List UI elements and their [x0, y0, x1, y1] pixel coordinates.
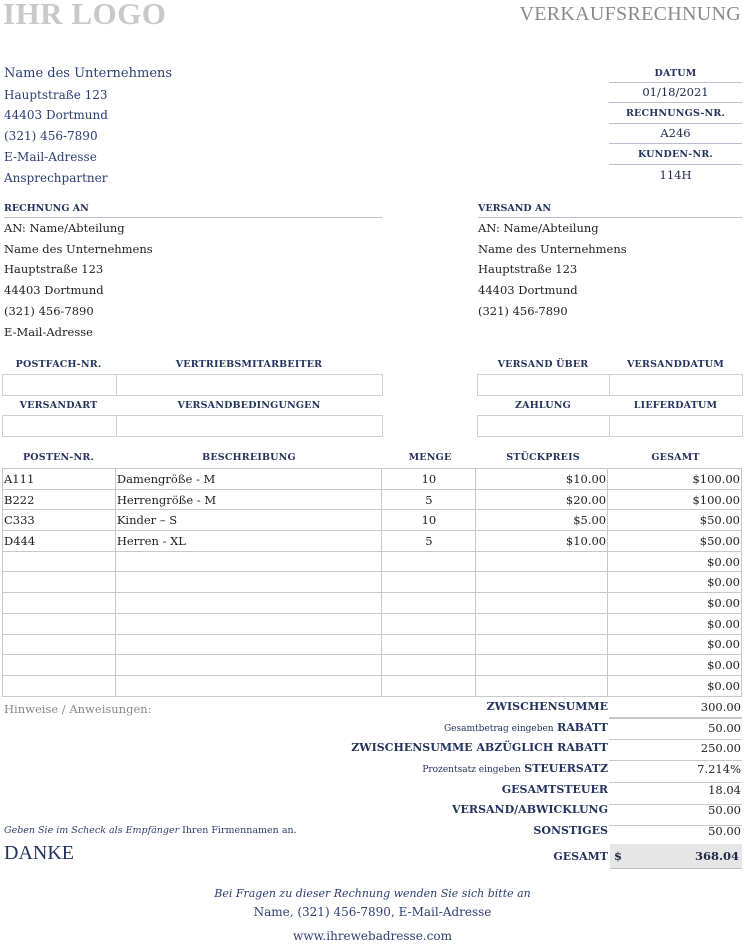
rule — [609, 825, 742, 847]
quantity-header: MENGE — [408, 452, 452, 463]
bill-to-line: (321) 456-7890 — [4, 303, 94, 318]
item-qty-cell[interactable] — [382, 593, 476, 614]
company-name: Name des Unternehmens — [4, 66, 173, 81]
company-email: E-Mail-Adresse — [4, 149, 97, 164]
footer-question: Bei Fragen zu dieser Rechnung wenden Sie sich bitte an — [214, 887, 531, 900]
check-note-italic: Geben Sie im Scheck als Empfänger — [4, 825, 180, 836]
item-nr-cell[interactable] — [3, 551, 116, 572]
item-price-cell[interactable] — [476, 634, 608, 655]
meta-block — [609, 64, 742, 185]
item-desc-cell[interactable] — [115, 634, 382, 655]
item-qty-cell[interactable]: 10 — [382, 469, 476, 490]
payment-delivery-fields — [477, 415, 743, 437]
bill-to-line: E-Mail-Adresse — [4, 324, 93, 339]
bill-to-line: Hauptstraße 123 — [4, 262, 104, 277]
tax-rate-hint: Prozentsatz eingeben — [422, 765, 521, 776]
ship-to-line: 44403 Dortmund — [478, 283, 578, 298]
grand-total-currency: $ — [614, 848, 623, 863]
item-nr-cell[interactable]: A111 — [3, 469, 116, 490]
discount-value[interactable]: 50.00 — [708, 720, 741, 735]
thanks: DANKE — [4, 842, 74, 864]
item-number-header: POSTEN-NR. — [22, 452, 95, 463]
rule — [609, 717, 742, 739]
table-row — [3, 655, 742, 676]
item-total-cell[interactable]: $50.00 — [608, 531, 742, 552]
subtotal-value: 300.00 — [700, 700, 741, 714]
item-total-cell[interactable]: $0.00 — [608, 551, 742, 572]
shipping-handling-label: VERSAND/ABWICKLUNG — [452, 803, 608, 817]
item-desc-cell[interactable] — [115, 675, 382, 696]
total-tax-value: 18.04 — [708, 782, 741, 797]
rule — [609, 739, 742, 761]
bill-to-line: AN: Name/Abteilung — [4, 221, 125, 235]
ship-to-line: Hauptstraße 123 — [478, 262, 578, 277]
bill-to-line: Name des Unternehmens — [4, 241, 153, 256]
subtotal-less-discount-value: 250.00 — [700, 741, 741, 756]
shipping-terms-field[interactable] — [117, 416, 382, 436]
item-price-cell[interactable]: $10.00 — [476, 469, 608, 490]
delivery-date-label: LIEFERDATUM — [633, 400, 718, 411]
bill-to-title: RECHNUNG AN — [4, 203, 382, 218]
date-label: DATUM — [609, 64, 742, 83]
rule — [609, 782, 742, 804]
discount-hint: Gesamtbetrag eingeben — [443, 723, 554, 734]
item-qty-cell[interactable]: 5 — [382, 489, 476, 510]
company-contact: Ansprechpartner — [4, 170, 108, 185]
grand-total-label: GESAMT — [553, 849, 608, 863]
ship-to-address — [478, 218, 627, 322]
item-price-cell[interactable] — [476, 675, 608, 696]
item-price-cell[interactable]: $10.00 — [476, 531, 608, 552]
ship-via-label: VERSAND ÜBER — [497, 359, 589, 370]
item-total-cell[interactable]: $0.00 — [608, 593, 742, 614]
table-row — [3, 531, 742, 552]
item-qty-cell[interactable] — [382, 675, 476, 696]
total-tax-label: GESAMTSTEUER — [501, 782, 608, 796]
ship-to-line: AN: Name/Abteilung — [478, 221, 599, 235]
item-price-cell[interactable]: $5.00 — [476, 510, 608, 531]
company-street: Hauptstraße 123 — [4, 87, 108, 102]
footer-contact: Name, (321) 456-7890, E-Mail-Adresse — [253, 905, 492, 919]
sales-rep-label: VERTRIEBSMITARBEITER — [175, 359, 323, 370]
rule — [609, 804, 742, 826]
invoice-number-value: A246 — [609, 124, 742, 144]
table-row — [3, 469, 742, 490]
table-row — [3, 510, 742, 531]
po-number-label: POSTFACH-NR. — [15, 359, 102, 370]
tax-rate-value[interactable]: 7.214% — [697, 762, 741, 777]
sales-rep-field[interactable] — [117, 375, 382, 395]
table-row — [3, 634, 742, 655]
item-desc-cell[interactable] — [115, 593, 382, 614]
po-number-field[interactable] — [3, 375, 117, 395]
subtotal-row — [330, 697, 742, 718]
item-nr-cell[interactable] — [3, 675, 116, 696]
bill-to-line: 44403 Dortmund — [4, 283, 104, 298]
item-desc-cell[interactable] — [115, 572, 382, 593]
item-desc-cell[interactable]: Damengröße - M — [115, 469, 382, 490]
table-row — [3, 593, 742, 614]
customer-number-value: 114H — [659, 168, 692, 182]
check-note-normal: Ihren Firmennamen an. — [182, 825, 297, 836]
ship-date-label: VERSANDDATUM — [626, 359, 725, 370]
item-nr-cell[interactable] — [3, 593, 116, 614]
invoice-number-label: RECHNUNGS-NR. — [609, 103, 742, 124]
invoice-title: VERKAUFSRECHNUNG — [519, 3, 741, 25]
company-block — [4, 64, 172, 188]
tax-rate-label: STEUERSATZ — [524, 762, 608, 776]
check-note — [4, 825, 297, 836]
company-city: 44403 Dortmund — [4, 108, 108, 123]
grand-total-value: 368.04 — [694, 848, 739, 863]
payment-label: ZAHLUNG — [515, 400, 571, 411]
item-nr-cell[interactable]: B222 — [3, 489, 116, 510]
item-desc-cell[interactable]: Herrengröße - M — [115, 489, 382, 510]
item-qty-cell[interactable] — [382, 551, 476, 572]
discount-label: RABATT — [557, 720, 608, 734]
item-nr-cell[interactable]: C333 — [3, 510, 116, 531]
method-terms-fields — [2, 415, 383, 437]
item-total-cell[interactable]: $0.00 — [608, 675, 742, 696]
shipping-handling-value[interactable]: 50.00 — [708, 803, 741, 818]
item-price-cell[interactable] — [476, 655, 608, 676]
item-qty-cell[interactable] — [382, 634, 476, 655]
ship-to-line: Name des Unternehmens — [478, 241, 627, 256]
table-row — [3, 489, 742, 510]
logo: IHR LOGO — [3, 0, 167, 31]
item-nr-cell[interactable] — [3, 613, 116, 634]
item-price-cell[interactable] — [476, 593, 608, 614]
company-phone: (321) 456-7890 — [4, 129, 98, 144]
item-total-cell[interactable]: $0.00 — [608, 634, 742, 655]
bill-to-address — [4, 218, 153, 342]
rule — [609, 760, 742, 782]
date-value: 01/18/2021 — [609, 83, 742, 103]
shipping-fields — [477, 374, 743, 396]
item-desc-cell[interactable] — [115, 613, 382, 634]
item-qty-cell[interactable] — [382, 613, 476, 634]
subtotal-label: ZWISCHENSUMME — [486, 700, 608, 713]
payment-field[interactable] — [478, 416, 610, 436]
item-qty-cell[interactable] — [382, 572, 476, 593]
item-desc-cell[interactable]: Kinder – S — [115, 510, 382, 531]
item-price-cell[interactable] — [476, 613, 608, 634]
notes-label: Hinweise / Anweisungen: — [4, 702, 152, 716]
table-row — [3, 613, 742, 634]
grand-total-row — [330, 844, 742, 870]
item-price-cell[interactable] — [476, 551, 608, 572]
item-price-cell[interactable] — [476, 572, 608, 593]
ship-to-title: VERSAND AN — [478, 203, 742, 218]
total-header: GESAMT — [651, 452, 700, 463]
grand-total-box — [610, 844, 742, 869]
customer-number-label: KUNDEN-NR. — [609, 144, 742, 165]
item-desc-cell[interactable]: Herren - XL — [115, 531, 382, 552]
other-label: SONSTIGES — [533, 824, 608, 838]
ship-to-line: (321) 456-7890 — [478, 303, 568, 318]
footer-website[interactable]: www.ihrewebadresse.com — [293, 929, 452, 943]
item-nr-cell[interactable]: D444 — [3, 531, 116, 552]
po-sales-fields — [2, 374, 383, 396]
table-row — [3, 551, 742, 572]
item-total-cell[interactable]: $50.00 — [608, 510, 742, 531]
shipping-method-label: VERSANDART — [19, 400, 98, 411]
items-table — [2, 468, 742, 697]
item-qty-cell[interactable]: 5 — [382, 531, 476, 552]
item-total-cell[interactable]: $100.00 — [608, 489, 742, 510]
item-qty-cell[interactable]: 10 — [382, 510, 476, 531]
item-desc-cell[interactable] — [115, 655, 382, 676]
unit-price-header: STÜCKPREIS — [506, 452, 580, 463]
shipping-terms-label: VERSANDBEDINGUNGEN — [177, 400, 321, 411]
subtotal-less-discount-label: ZWISCHENSUMME ABZÜGLICH RABATT — [351, 741, 608, 755]
item-desc-cell[interactable] — [115, 551, 382, 572]
description-header: BESCHREIBUNG — [202, 452, 296, 463]
totals-rules — [609, 717, 742, 847]
item-total-cell[interactable]: $100.00 — [608, 469, 742, 490]
ship-date-field[interactable] — [610, 375, 742, 395]
item-qty-cell[interactable] — [382, 655, 476, 676]
item-nr-cell[interactable] — [3, 572, 116, 593]
ship-via-field[interactable] — [478, 375, 610, 395]
item-total-cell[interactable]: $0.00 — [608, 613, 742, 634]
shipping-method-field[interactable] — [3, 416, 117, 436]
delivery-date-field[interactable] — [610, 416, 742, 436]
table-row — [3, 572, 742, 593]
item-total-cell[interactable]: $0.00 — [608, 655, 742, 676]
item-nr-cell[interactable] — [3, 634, 116, 655]
other-value[interactable]: 50.00 — [708, 824, 741, 839]
table-row — [3, 675, 742, 696]
item-total-cell[interactable]: $0.00 — [608, 572, 742, 593]
item-nr-cell[interactable] — [3, 655, 116, 676]
item-price-cell[interactable]: $20.00 — [476, 489, 608, 510]
